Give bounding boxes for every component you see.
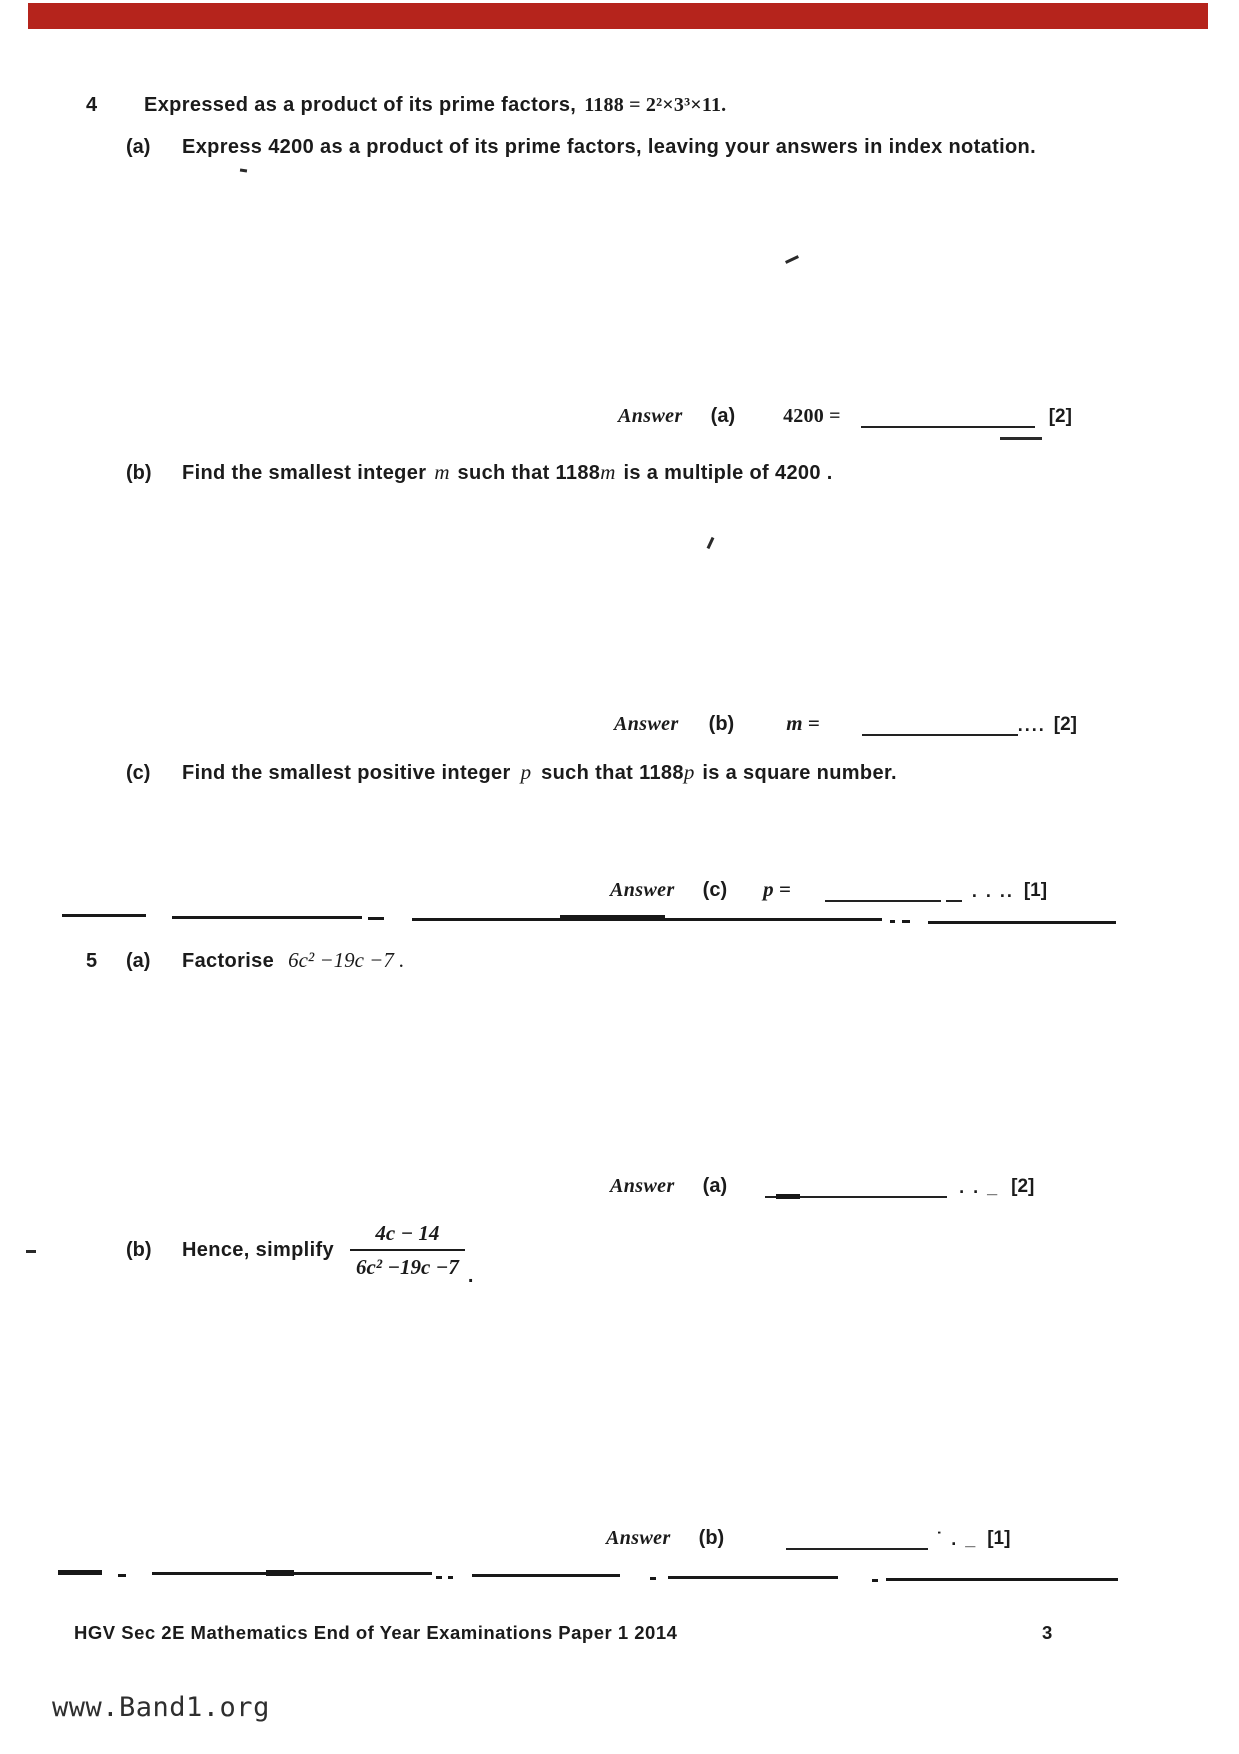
question-number: 5 <box>86 950 98 972</box>
question-4c-text1: Find the smallest positive integer <box>182 762 511 784</box>
question-4a <box>126 136 1036 159</box>
divider-dot <box>902 920 910 923</box>
answer-part-label: (a) <box>702 1175 728 1197</box>
footer-title: HGV Sec 2E Mathematics End of Year Examinations Paper 1 2014 <box>74 1622 678 1643</box>
divider-segment <box>928 921 1116 924</box>
question-4a-text: Express 4200 as a product of its prime factors, leaving your answers in index notation. <box>182 136 1037 158</box>
divider-dot <box>436 1576 442 1579</box>
answer-word: Answer <box>618 405 683 427</box>
answer-word: Answer <box>614 713 679 735</box>
answer-row-5a <box>610 1172 1034 1198</box>
scan-mark <box>785 255 799 264</box>
answer-line-thick-tip <box>776 1194 800 1199</box>
part-label: (b) <box>126 462 152 484</box>
scan-mark <box>240 169 247 173</box>
divider-segment <box>472 1574 620 1577</box>
fraction-denominator: 6c² −19c −7 <box>350 1249 465 1280</box>
question-4b-text1: Find the smallest integer <box>182 462 427 484</box>
scan-mark <box>26 1250 36 1253</box>
divider-dot <box>650 1577 656 1580</box>
dotted-trail: . . _ <box>959 1177 1000 1197</box>
part-label: (b) <box>126 1238 152 1261</box>
answer-lead: m = <box>786 711 820 735</box>
fraction-numerator: 4c − 14 <box>375 1220 440 1245</box>
divider-segment <box>368 917 384 920</box>
question-number: 4 <box>86 94 98 116</box>
marks-badge: [1] <box>987 1528 1011 1549</box>
dotted-trail: .... <box>1017 715 1046 735</box>
divider-segment <box>886 1578 1118 1581</box>
fraction <box>350 1221 465 1280</box>
header-red-bar <box>28 3 1208 29</box>
divider-segment <box>172 916 362 919</box>
math-variable-m: m <box>600 460 616 484</box>
divider-segment <box>560 915 665 921</box>
answer-row-4b <box>614 710 1077 736</box>
answer-blank-dash <box>946 876 962 902</box>
part-label: (a) <box>126 136 151 158</box>
part-label: (c) <box>126 762 151 784</box>
question-5b-text: Hence, simplify <box>182 1238 334 1261</box>
sentence-period: . <box>467 1265 474 1287</box>
answer-blank-line <box>861 402 1035 428</box>
question-5a-text: Factorise <box>182 950 275 972</box>
divider-segment <box>266 1570 294 1576</box>
answer-part-label: (a) <box>710 405 736 427</box>
question-4b <box>126 460 833 485</box>
divider-dot <box>118 1574 126 1577</box>
marks-badge: [2] <box>1053 714 1078 735</box>
question-4b-text3: is a multiple of 4200 . <box>623 462 833 484</box>
question-5a <box>86 948 404 973</box>
answer-row-5b <box>606 1524 1010 1550</box>
watermark-url: www.Band1.org <box>52 1692 270 1723</box>
dotted-trail: ˙ . _ <box>936 1529 978 1549</box>
page-number: 3 <box>1042 1622 1053 1643</box>
answer-part-label: (c) <box>702 879 728 901</box>
answer-lead: 4200 = <box>783 405 841 427</box>
answer-part-label: (b) <box>708 713 735 735</box>
question-4-intro <box>86 94 726 117</box>
divider-segment <box>62 914 146 917</box>
answer-blank-line <box>786 1524 928 1550</box>
answer-row-4c <box>610 876 1047 902</box>
answer-blank-line <box>825 876 941 902</box>
divider-dot <box>448 1576 453 1579</box>
answer-row-4a <box>618 402 1072 428</box>
answer-blank-line <box>862 710 1018 736</box>
dotted-trail: . . .. <box>971 881 1014 901</box>
question-4-intro-text: Expressed as a product of its prime factors, <box>144 94 577 116</box>
answer-word: Answer <box>610 1175 675 1197</box>
question-4c-text2: such that 1188 <box>541 762 684 784</box>
marks-badge: [2] <box>1011 1176 1035 1197</box>
divider-dot <box>872 1579 878 1582</box>
answer-word: Answer <box>610 879 675 901</box>
marks-badge: [2] <box>1048 406 1072 427</box>
question-5a-math: 6c² −19c −7 . <box>288 948 405 972</box>
divider-segment <box>58 1570 102 1575</box>
math-variable-m: m <box>434 460 450 484</box>
math-variable-p: p <box>520 760 532 784</box>
scan-mark <box>707 537 715 549</box>
question-4c-text3: is a square number. <box>702 762 897 784</box>
part-label: (a) <box>126 950 151 972</box>
question-4b-text2: such that 1188 <box>457 462 601 484</box>
question-4-intro-math: 1188 = 2²×3³×11. <box>584 94 727 116</box>
answer-lead: p = <box>763 877 791 901</box>
question-5b <box>126 1212 474 1288</box>
question-4c <box>126 760 897 785</box>
marks-badge: [1] <box>1023 880 1048 901</box>
divider-dot <box>890 920 895 923</box>
divider-segment <box>668 1576 838 1579</box>
answer-word: Answer <box>606 1527 671 1549</box>
scan-mark <box>1000 437 1042 440</box>
answer-part-label: (b) <box>698 1527 725 1549</box>
math-variable-p: p <box>683 760 695 784</box>
